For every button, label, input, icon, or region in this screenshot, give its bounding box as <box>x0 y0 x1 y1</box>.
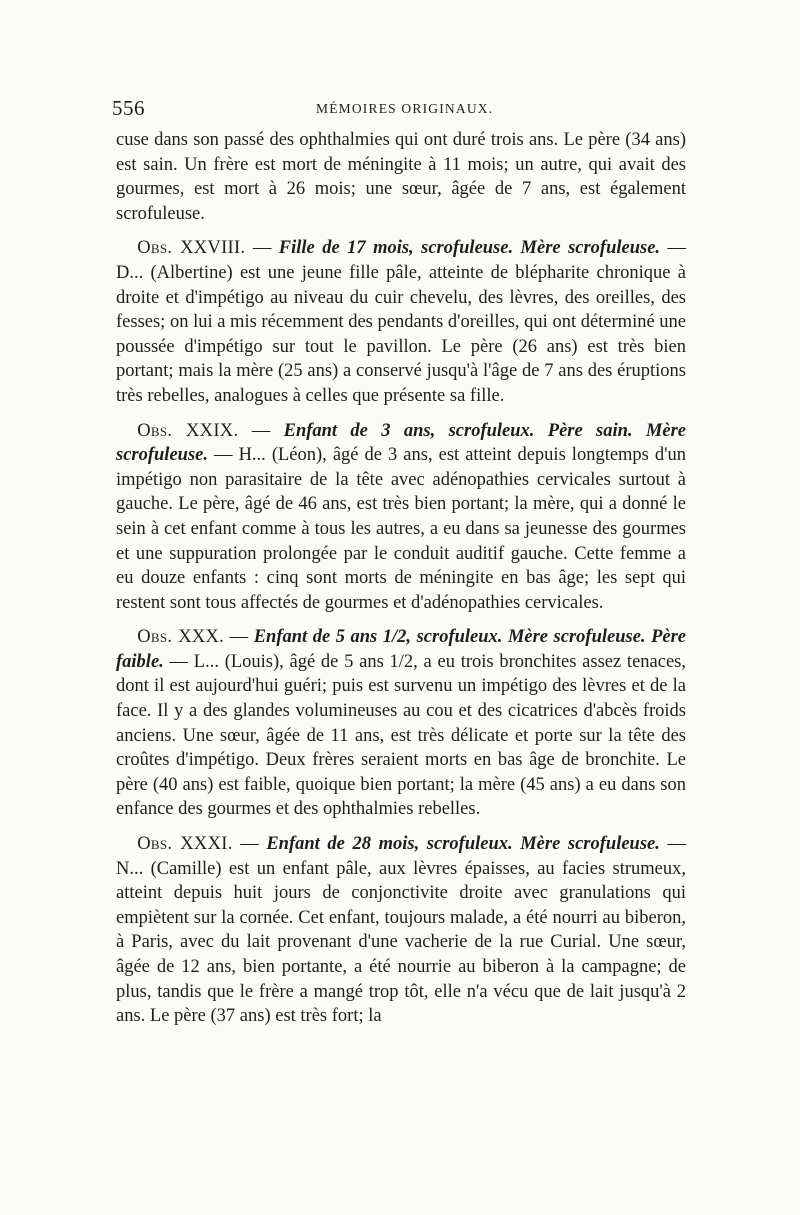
observation-body: — D... (Albertine) est une jeune fille pâle, atteinte de blépharite chronique à droite et d'impétigo au niveau du cuir chevelu, des lèvres, des oreilles, des fesses; on lui a mis récemment des pendants d'oreilles, qui ont déterminé une poussée d'impétigo sur tout le pavillon. Le père (26 ans) est très bien portant; mais la mère (25 ans) a conservé jusqu'à l'âge de 7 ans des éruptions très rebelles, analogues à celles que présente sa fille. <box>116 238 687 406</box>
observation-dash: — <box>224 627 254 648</box>
observation-label: Obs. XXXI. <box>137 834 233 855</box>
paragraph-body: cuse dans son passé des ophthalmies qui ont duré trois ans. Le père (34 ans) est sain. Un frère est mort de méningite à 11 mois; un autre, qui avait des gourmes, est mort à 26 mois; une sœur, âgée de 7 ans, est également scrofuleuse. <box>116 130 686 224</box>
observation-title: Fille de 17 mois, scrofuleuse. Mère scrofuleuse. <box>278 238 661 259</box>
observation-title: Enfant de 5 ans 1/2, scrofuleux. Mère scrofuleuse. Père faible. <box>116 627 687 672</box>
observation-28 <box>116 236 686 408</box>
observation-dash: — <box>245 238 279 259</box>
observation-body: — N... (Camille) est un enfant pâle, aux lèvres épaisses, au facies strumeux, atteint depuis huit jours de conjonctivite droite avec granulations qui empiètent sur la cornée. Cet enfant, toujours malade, a été nourri au biberon, à Paris, avec du lait provenant d'une vacherie de la rue Curial. Une sœur, âgée de 12 ans, bien portante, a été nourrie au biberon à la campagne; de plus, tandis que le frère a mangé trop tôt, elle n'a vécu que de lait jusqu'à 2 ans. Le père (37 ans) est très fort; la <box>116 834 686 1027</box>
observation-30 <box>116 625 686 822</box>
observation-title: Enfant de 28 mois, scrofuleux. Mère scrofuleuse. <box>266 834 660 855</box>
observation-31 <box>116 832 686 1029</box>
observation-dash: — <box>238 420 284 441</box>
observation-label: Obs. XXX. <box>137 627 225 648</box>
observation-29 <box>116 419 686 616</box>
observation-label: Obs. XXVIII. <box>137 238 246 259</box>
observation-body: — H... (Léon), âgé de 3 ans, est atteint depuis longtemps d'un impétigo non parasitaire de la tête avec adénopathies cervicales surtout à gauche. Le père, âgé de 46 ans, est très bien portant; la mère, qui a donné le sein à cet enfant comme à tous les autres, a eu dans sa jeunesse des gourmes et une suppuration prolongée par le conduit auditif gauche. Cette femme a eu douze enfants : cinq sont morts de méningite en bas âge; les sept qui restent sont tous affectés de gourmes et d'adénopathies cervicales. <box>116 445 686 613</box>
page-number: 556 <box>112 96 145 120</box>
running-head <box>112 96 686 126</box>
observation-label: Obs. XXIX. <box>137 420 239 441</box>
observation-dash: — <box>232 834 267 855</box>
observation-body: — L... (Louis), âgé de 5 ans 1/2, a eu trois bronchites assez tenaces, dont il est aujourd'hui guéri; puis est survenu un impétigo des lèvres et de la face. Il y a des glandes volumineuses au cou et des cicatrices d'abcès froids anciens. Une sœur, âgée de 11 ans, est très délicate et porte sur la tête des croûtes d'impétigo. Deux frères seraient morts en bas âge de bronchite. Le père (40 ans) est faible, quoique bien portant; la mère (45 ans) a eu dans son enfance des gourmes et des ophthalmies rebelles. <box>116 651 686 820</box>
paragraph-continuation <box>116 128 686 226</box>
observation-title: Enfant de 3 ans, scrofuleux. Père sain. Mère scrofuleuse. <box>116 420 686 466</box>
book-page <box>112 96 687 1029</box>
running-title: MÉMOIRES ORIGINAUX. <box>316 101 494 116</box>
